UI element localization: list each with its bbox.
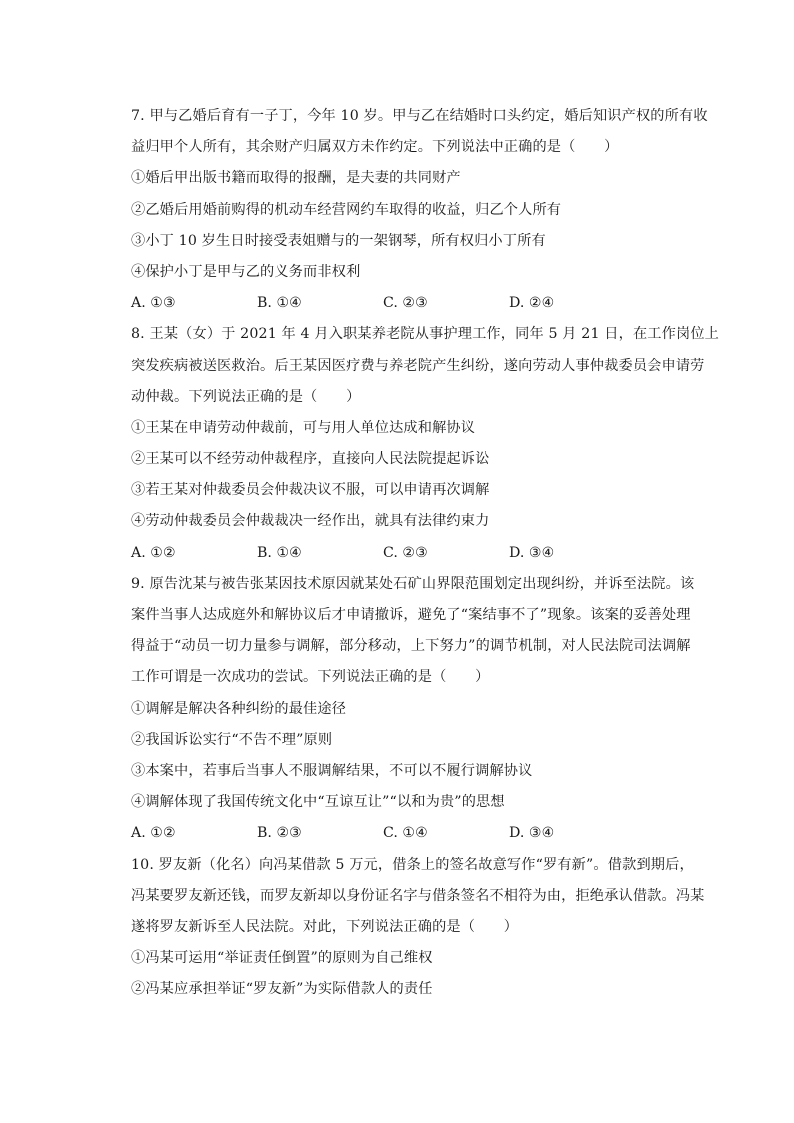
question-8-option-a: A. ①② <box>131 544 176 561</box>
question-7-stem-line-1: 7. 甲与乙婚后育有一子丁，今年 10 岁。甲与乙在结婚时口头约定，婚后知识产权的所有收 <box>131 108 708 124</box>
question-8-options <box>131 538 699 569</box>
question-9-statement-2: ②我国诉讼实行“不告不理”原则 <box>131 731 333 748</box>
question-9-statement-1: ①调解是解决各种纠纷的最佳途径 <box>131 700 347 717</box>
question-7-stem-line-2: 益归甲个人所有，其余财产归属双方未作约定。下列说法中正确的是（ ） <box>131 139 619 156</box>
question-8-statement-1: ①王某在申请劳动仲裁前，可与用人单位达成和解协议 <box>131 419 476 436</box>
question-9-option-c: C. ①④ <box>383 825 428 842</box>
question-8-option-d: D. ③④ <box>509 544 555 561</box>
question-9-stem-line-3: 得益于“动员一切力量参与调解，部分移动，上下努力”的调节机制，对人民法院司法调解 <box>131 638 691 655</box>
question-8-option-b: B. ①④ <box>257 544 302 561</box>
question-7 <box>131 101 708 319</box>
question-8-option-c: C. ②③ <box>383 544 428 561</box>
question-8-stem-line-2: 突发疾病被送医救治。后王某因医疗费与养老院产生纠纷，遂向劳动人事仲裁委员会申请劳 <box>131 357 705 374</box>
question-7-option-d: D. ②④ <box>509 295 555 312</box>
question-9-stem-line-1: 9. 原告沈某与被告张某因技术原因就某处石矿山界限范围划定出现纠纷，并诉至法院。该 <box>131 575 695 592</box>
question-7-statement-1: ①婚后甲出版书籍而取得的报酬，是夫妻的共同财产 <box>131 170 461 187</box>
question-8-statement-4: ④劳动仲裁委员会仲裁裁决一经作出，就具有法律约束力 <box>131 513 490 530</box>
question-8 <box>131 319 719 569</box>
question-9-options <box>131 818 699 849</box>
question-7-option-b: B. ①④ <box>257 295 302 312</box>
question-8-statement-2: ②王某可以不经劳动仲裁程序，直接向人民法院提起诉讼 <box>131 451 490 468</box>
question-8-stem-line-3: 动仲裁。下列说法正确的是（ ） <box>131 388 361 405</box>
question-9-option-a: A. ①② <box>131 825 176 842</box>
question-10 <box>131 850 705 1006</box>
question-8-stem-line-1: 8. 王某（女）于 2021 年 4 月入职某养老院从事护理工作，同年 5 月 21 日，在工作岗位上 <box>131 326 719 343</box>
question-10-statement-2: ②冯某应承担举证“罗友新”为实际借款人的责任 <box>131 981 433 998</box>
question-9-option-b: B. ②③ <box>257 825 302 842</box>
question-9 <box>131 569 699 850</box>
question-8-statement-3: ③若王某对仲裁委员会仲裁决议不服，可以申请再次调解 <box>131 482 490 499</box>
question-9-stem-line-2: 案件当事人达成庭外和解协议后才申请撤诉，避免了“案结事不了”现象。该案的妥善处理 <box>131 607 691 623</box>
question-9-statement-4: ④调解体现了我国传统文化中“互谅互让”“以和为贵”的思想 <box>131 794 505 811</box>
question-10-stem-line-3: 遂将罗友新诉至人民法院。对此，下列说法正确的是（ ） <box>131 918 519 935</box>
question-10-statement-1: ①冯某可运用“举证责任倒置”的原则为自己维权 <box>131 950 433 967</box>
question-7-option-a: A. ①③ <box>131 295 176 312</box>
question-7-statement-2: ②乙婚后用婚前购得的机动车经营网约车取得的收益，归乙个人所有 <box>131 201 562 218</box>
question-10-stem-line-2: 冯某要罗友新还钱，而罗友新却以身份证名字与借条签名不相符为由，拒绝承认借款。冯某 <box>131 887 705 904</box>
question-10-stem-line-1: 10. 罗友新（化名）向冯某借款 5 万元，借条上的签名故意写作“罗有新”。借款到期后， <box>131 856 694 873</box>
question-7-statement-3: ③小丁 10 岁生日时接受表姐赠与的一架钢琴，所有权归小丁所有 <box>131 232 546 249</box>
question-9-option-d: D. ③④ <box>509 825 555 842</box>
question-9-stem-line-4: 工作可谓是一次成功的尝试。下列说法正确的是（ ） <box>131 669 490 686</box>
question-list <box>131 101 719 1005</box>
question-7-option-c: C. ②③ <box>383 295 428 312</box>
question-9-statement-3: ③本案中，若事后当事人不服调解结果，不可以不履行调解协议 <box>131 762 533 779</box>
question-7-statement-4: ④保护小丁是甲与乙的义务而非权利 <box>131 263 361 280</box>
question-7-options <box>131 288 699 319</box>
